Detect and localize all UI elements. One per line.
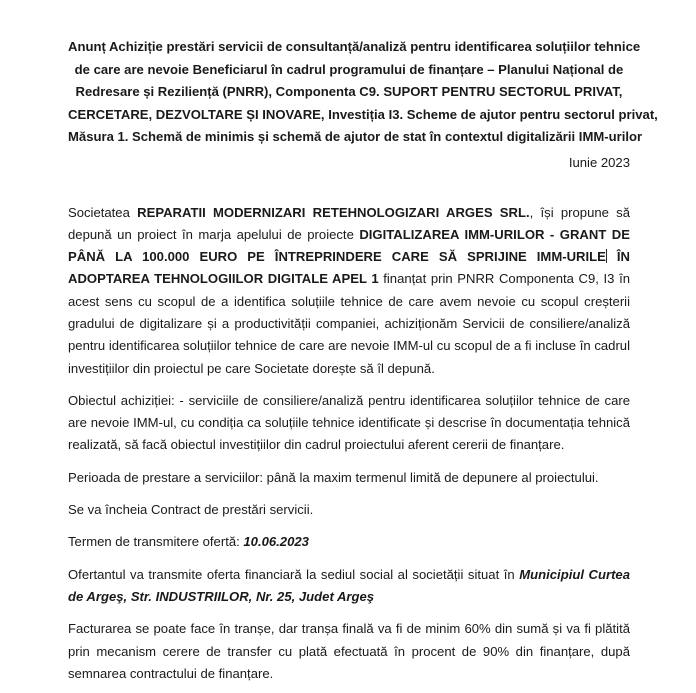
funding-call-name-part1: DIGITALIZAREA IMM-URILOR - GRANT DE PÂNĂ LA 100.000 EURO PE ÎNTREPRINDERE CARE SĂ SPRIJINE IMM-URILE (68, 226, 630, 265)
document-title (68, 36, 658, 149)
title-line: CERCETARE, DEZVOLTARE ȘI INOVARE, Investiția I3. Scheme de ajutor pentru sectorul privat, (68, 106, 658, 122)
paragraph-offer-address (68, 564, 630, 609)
document-date: Iunie 2023 (568, 154, 630, 170)
offer-address-text: Ofertantul va transmite oferta financiară la sediul social al societății situat în (68, 566, 520, 582)
company-name: REPARATII MODERNIZARI RETEHNOLOGIZARI ARGES SRL. (137, 204, 530, 220)
title-line: Anunț Achiziție prestări servicii de consultanță/analiză pentru identificarea soluțiilor tehnice (68, 39, 641, 54)
paragraph-intro (68, 202, 630, 380)
offer-deadline-date: 10.06.2023 (243, 534, 309, 550)
paragraph-service-period: Perioada de prestare a serviciilor: până la maxim termenul limită de depunere al proiectului. (68, 469, 599, 485)
funding-call-name-part2: ÎN ADOPTAREA TEHNOLOGIILOR DIGITALE APEL 1 (68, 249, 631, 287)
document-body (68, 202, 630, 686)
paragraph-object-of-procurement: Obiectul achiziției: - serviciile de consiliere/analiză pentru identificarea soluțiilor tehnice de care are nevoie IMM-ul, cu condiția ca soluțiile tehnice identificate și descrise în documentația tehnică realizată, să facă obiectul investițiilor din cadrul proiectului aferent cererii de finanțare. (68, 392, 630, 453)
paragraph-contract: Se va încheia Contract de prestări servicii. (68, 502, 314, 518)
intro-text-2: , își propune să depună un proiect în marja apelului de proiecte (68, 204, 630, 242)
company-address: Municipiul Curtea de Argeş, Str. INDUSTRIILOR, Nr. 25, Judet Argeş (68, 566, 630, 604)
intro-text-3: finanțat prin PNRR Componenta C9, I3 în acest sens cu scopul de a identifica soluțiile tehnice de care avem nevoie cu scopul creșterii gradului de digitalizare și a productivității companiei, achiziționăm Servicii de consiliere/analiză pentru identificarea soluțiilor tehnice de care are nevoie IMM-ul cu scopul de a fi incluse în cadrul investițiilor din proiectul pe care Societate dorește să îl depună. (68, 271, 630, 376)
title-line: Redresare și Reziliență (PNRR), Componenta C9. SUPORT PENTRU SECTORUL PRIVAT, (75, 84, 623, 99)
paragraph-offer-deadline (68, 531, 630, 553)
offer-deadline-label: Termen de transmitere ofertă: (68, 534, 244, 550)
title-line: Măsura 1. Schemă de minimis și schemă de ajutor de stat în contextul digitalizării IMM-urilor (68, 129, 643, 144)
paragraph-invoicing: Facturarea se poate face în tranșe, dar tranșa finală va fi de minim 60% din sumă și va fi plătită prin mecanism cerere de transfer cu plată efectuată în procent de 90% din finanțare, după semnarea contractului de finanțare. (68, 621, 630, 681)
intro-text-1: Societatea (68, 204, 138, 220)
title-line: de care are nevoie Beneficiarul în cadrul programului de finanțare – Planului Național de (74, 61, 624, 77)
